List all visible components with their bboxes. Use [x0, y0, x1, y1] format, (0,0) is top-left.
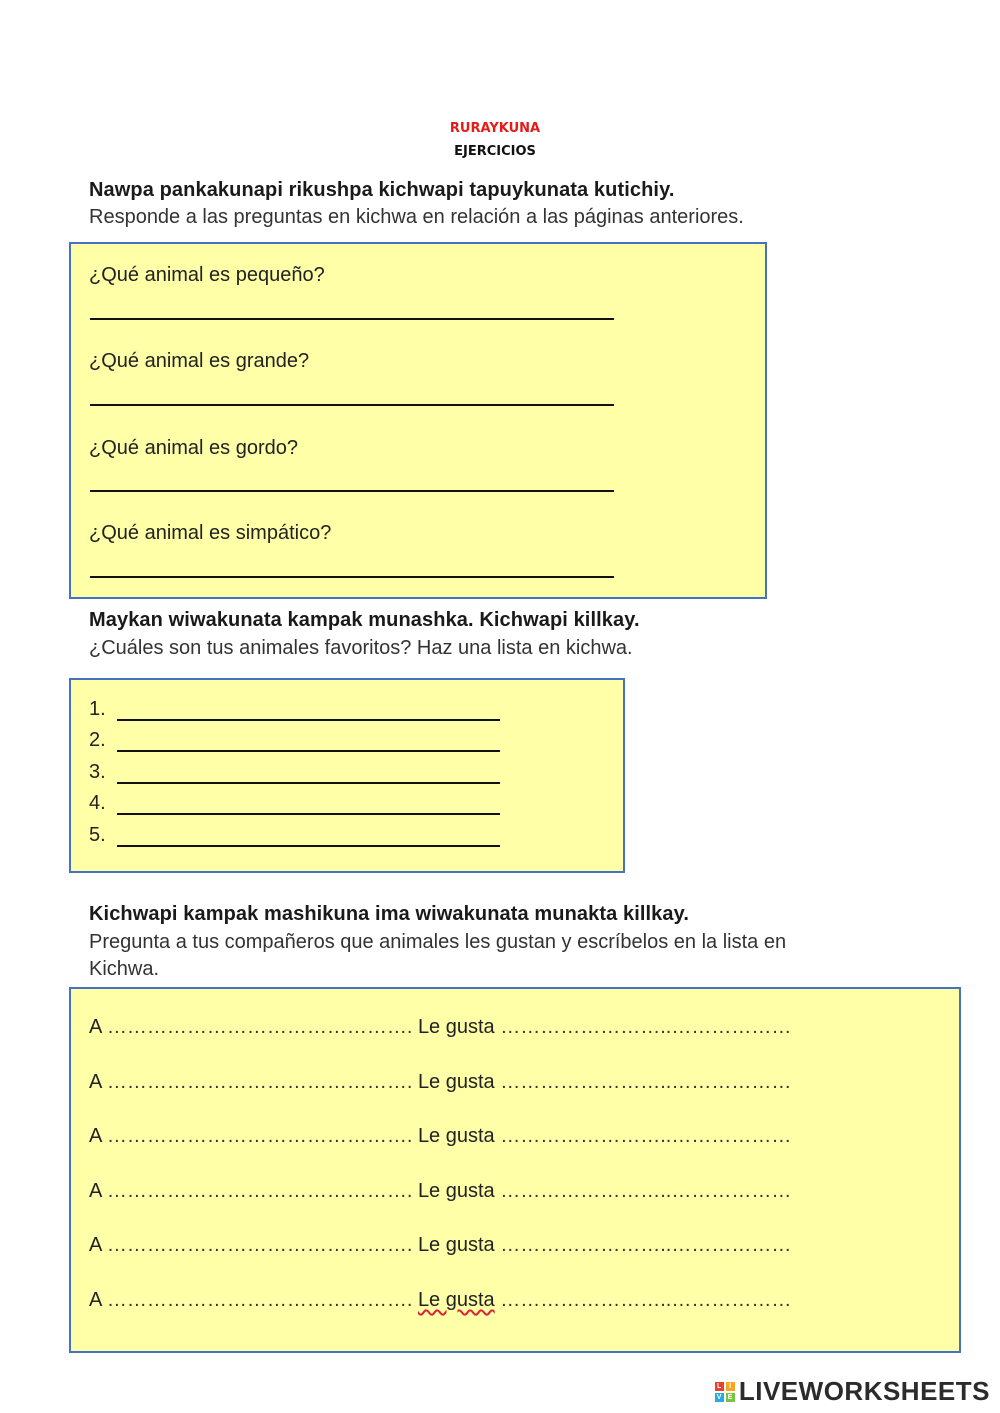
section2-instruction: ¿Cuáles son tus animales favoritos? Haz una lista en kichwa. [89, 637, 633, 659]
name-blank[interactable]: ………………………………………. [106, 1125, 413, 1147]
questions-box [69, 242, 767, 599]
le-gusta-label: Le gusta [417, 1234, 495, 1256]
le-gusta-label: Le gusta [417, 1071, 495, 1093]
favorite-item-1 [89, 698, 500, 721]
logo-letter-e: E [727, 1393, 733, 1401]
answer-line-4[interactable] [90, 576, 614, 578]
logo-mark-icon [715, 1382, 735, 1402]
question-1: ¿Qué animal es pequeño? [89, 264, 325, 286]
item-number: 5. [89, 824, 106, 846]
section3-instruction-line2: Kichwa. [89, 958, 160, 980]
name-blank[interactable]: ………………………………………. [106, 1016, 413, 1038]
classmates-box [69, 987, 961, 1353]
section2-heading: Maykan wiwakunata kampak munashka. Kichwapi killkay. [89, 609, 640, 631]
logo-letter-l: L [715, 1382, 724, 1391]
row-prefix: A [89, 1016, 102, 1038]
section3-heading: Kichwapi kampak mashikuna ima wiwakunata munakta killkay. [89, 903, 690, 925]
answer-line-1[interactable] [90, 318, 614, 320]
row-prefix: A [89, 1289, 102, 1311]
animal-blank[interactable]: ……………………..……………… [500, 1234, 792, 1256]
like-row-4 [89, 1180, 791, 1203]
le-gusta-label: Le gusta [417, 1125, 495, 1147]
answer-line[interactable] [117, 795, 500, 815]
le-gusta-label: Le gusta [417, 1180, 495, 1202]
liveworksheets-logo [715, 1376, 990, 1407]
question-3: ¿Qué animal es gordo? [89, 437, 299, 459]
le-gusta-label: Le gusta [417, 1289, 495, 1311]
row-prefix: A [89, 1180, 102, 1202]
name-blank[interactable]: ………………………………………. [106, 1180, 413, 1202]
favorite-item-2 [89, 729, 500, 752]
worksheet-title: RURAYKUNA [449, 121, 541, 136]
favorite-item-5 [89, 824, 500, 847]
like-row-1 [89, 1016, 791, 1039]
section1-instruction: Responde a las preguntas en kichwa en relación a las páginas anteriores. [89, 206, 744, 228]
row-prefix: A [89, 1125, 102, 1147]
question-4: ¿Qué animal es simpático? [89, 522, 332, 544]
animal-blank[interactable]: ……………………..……………… [500, 1289, 792, 1311]
animal-blank[interactable]: ……………………..……………… [500, 1071, 792, 1093]
like-row-3 [89, 1125, 791, 1148]
answer-line-2[interactable] [90, 404, 614, 406]
animal-blank[interactable]: ……………………..……………… [500, 1016, 792, 1038]
worksheet-subtitle: EJERCICIOS [454, 144, 536, 159]
item-number: 2. [89, 729, 106, 751]
like-row-2 [89, 1071, 791, 1094]
favorite-item-3 [89, 761, 500, 784]
logo-text: LIVEWORKSHEETS [738, 1376, 990, 1406]
name-blank[interactable]: ………………………………………. [106, 1071, 413, 1093]
answer-line[interactable] [117, 701, 500, 721]
favorite-item-4 [89, 792, 500, 815]
section1-heading: Nawpa pankakunapi rikushpa kichwapi tapuykunata kutichiy. [89, 179, 675, 201]
logo-letter-v: V [716, 1393, 722, 1401]
answer-line[interactable] [117, 732, 500, 752]
row-prefix: A [89, 1234, 102, 1256]
le-gusta-label: Le gusta [417, 1016, 495, 1038]
like-row-6 [89, 1289, 791, 1312]
like-row-5 [89, 1234, 791, 1257]
row-prefix: A [89, 1071, 102, 1093]
favorites-box [69, 678, 625, 873]
item-number: 3. [89, 761, 106, 783]
item-number: 1. [89, 698, 106, 720]
question-2: ¿Qué animal es grande? [89, 350, 310, 372]
name-blank[interactable]: ………………………………………. [106, 1234, 413, 1256]
answer-line[interactable] [117, 764, 500, 784]
logo-letter-i: I [726, 1382, 735, 1391]
animal-blank[interactable]: ……………………..……………… [500, 1125, 792, 1147]
answer-line-3[interactable] [90, 490, 614, 492]
item-number: 4. [89, 792, 106, 814]
answer-line[interactable] [117, 827, 500, 847]
name-blank[interactable]: ………………………………………. [106, 1289, 413, 1311]
animal-blank[interactable]: ……………………..……………… [500, 1180, 792, 1202]
section3-instruction-line1: Pregunta a tus compañeros que animales les gustan y escríbelos en la lista en [89, 931, 787, 953]
